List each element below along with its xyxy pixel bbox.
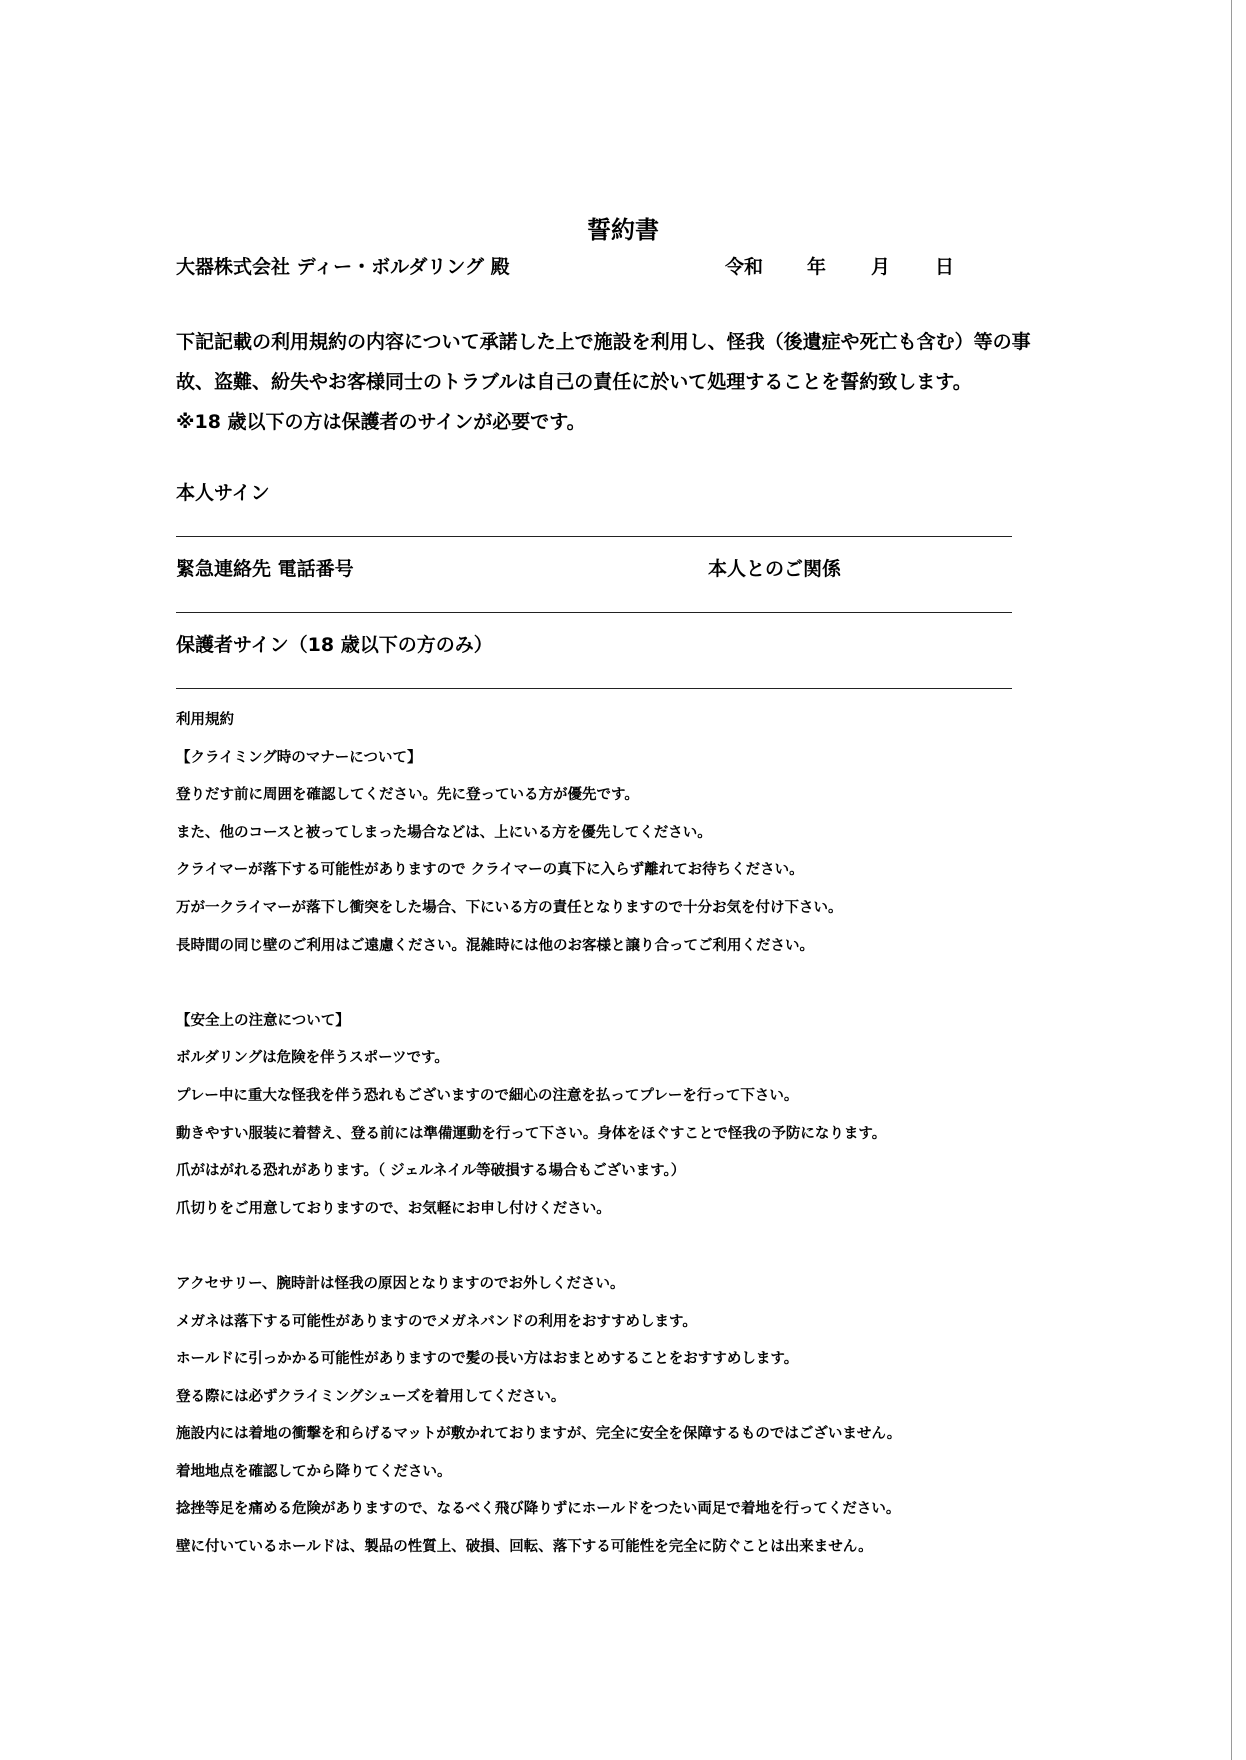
guardian-sign-line[interactable] xyxy=(176,688,1012,689)
date-era: 令和 xyxy=(725,256,764,278)
date-year: 年 xyxy=(807,256,827,278)
term-line: 登る際には必ずクライミングシューズを着用してください。 xyxy=(176,1388,566,1405)
term-line: 爪切りをご用意しておりますので、お気軽にお申し付けください。 xyxy=(176,1200,611,1217)
relationship-label: 本人とのご関係 xyxy=(708,558,842,580)
term-line: 万が一クライマーが落下し衝突をした場合、下にいる方の責任となりますので十分お気を付け下さい。 xyxy=(176,899,843,916)
date-line xyxy=(725,252,954,279)
pledge-line: 下記記載の利用規約の内容について承諾した上で施設を利用し、怪我（後遺症や死亡も含む）等の事 xyxy=(176,331,1031,353)
term-line: 爪がはがれる恐れがあります。（ ジェルネイル等破損する場合もございます。） xyxy=(176,1163,686,1180)
document-title: 誓約書 xyxy=(587,216,659,244)
page-edge xyxy=(1231,0,1246,1760)
term-line: また、他のコースと被ってしまった場合などは、上にいる方を優先してください。 xyxy=(176,824,712,841)
term-line: クライマーが落下する可能性がありますので クライマーの真下に入らず離れてお待ちください。 xyxy=(176,862,804,879)
addressee: 大器株式会社 ディー・ボルダリング 殿 xyxy=(176,256,510,278)
term-line: 長時間の同じ壁のご利用はご遠慮ください。混雑時には他のお客様と譲り合ってご利用ください。 xyxy=(176,937,814,954)
term-line: メガネは落下する可能性がありますのでメガネバンドの利用をおすすめします。 xyxy=(176,1313,697,1330)
term-line: アクセサリー、腕時計は怪我の原因となりますのでお外しください。 xyxy=(176,1275,625,1292)
guardian-sign-label: 保護者サイン（18 歳以下の方のみ） xyxy=(176,634,493,656)
blank-line xyxy=(176,965,901,1003)
emergency-contact-label: 緊急連絡先 電話番号 xyxy=(176,558,354,580)
section-heading: 【クライミング時のマナーについて】 xyxy=(176,749,422,766)
blank-line xyxy=(176,1228,901,1266)
terms-section xyxy=(176,702,901,1567)
self-sign-line[interactable] xyxy=(176,536,1012,537)
term-line: 着地地点を確認してから降りてください。 xyxy=(176,1463,452,1480)
emergency-contact-line[interactable] xyxy=(176,612,1012,613)
term-line: ボルダリングは危険を伴うスポーツです。 xyxy=(176,1050,449,1067)
term-line: 捻挫等足を痛める危険がありますので、なるべく飛び降りずにホールドをつたい両足で着地を行ってください。 xyxy=(176,1501,901,1518)
term-line: 施設内には着地の衝撃を和らげるマットが敷かれておりますが、完全に安全を保障するものではございません。 xyxy=(176,1426,902,1443)
term-line: プレー中に重大な怪我を伴う恐れもございますので細心の注意を払ってプレーを行って下さい。 xyxy=(176,1087,799,1104)
pledge-text xyxy=(176,322,1031,442)
date-day: 日 xyxy=(935,256,955,278)
terms-heading: 利用規約 xyxy=(176,712,234,728)
section-heading: 【安全上の注意について】 xyxy=(176,1012,350,1029)
term-line: 壁に付いているホールドは、製品の性質上、破損、回転、落下する可能性を完全に防ぐことは出来ません。 xyxy=(176,1539,873,1556)
term-line: 動きやすい服装に着替え、登る前には準備運動を行って下さい。身体をほぐすことで怪我の予防になります。 xyxy=(176,1125,887,1142)
pledge-line: ※18 歳以下の方は保護者のサインが必要です。 xyxy=(176,411,586,433)
pledge-line: 故、盗難、紛失やお客様同士のトラブルは自己の責任に於いて処理することを誓約致します。 xyxy=(176,371,972,393)
self-sign-label: 本人サイン xyxy=(176,482,270,504)
term-line: 登りだす前に周囲を確認してください。先に登っている方が優先です。 xyxy=(176,787,639,804)
term-line: ホールドに引っかかる可能性がありますので髪の長い方はおまとめすることをおすすめします。 xyxy=(176,1351,799,1368)
date-month: 月 xyxy=(871,256,891,278)
